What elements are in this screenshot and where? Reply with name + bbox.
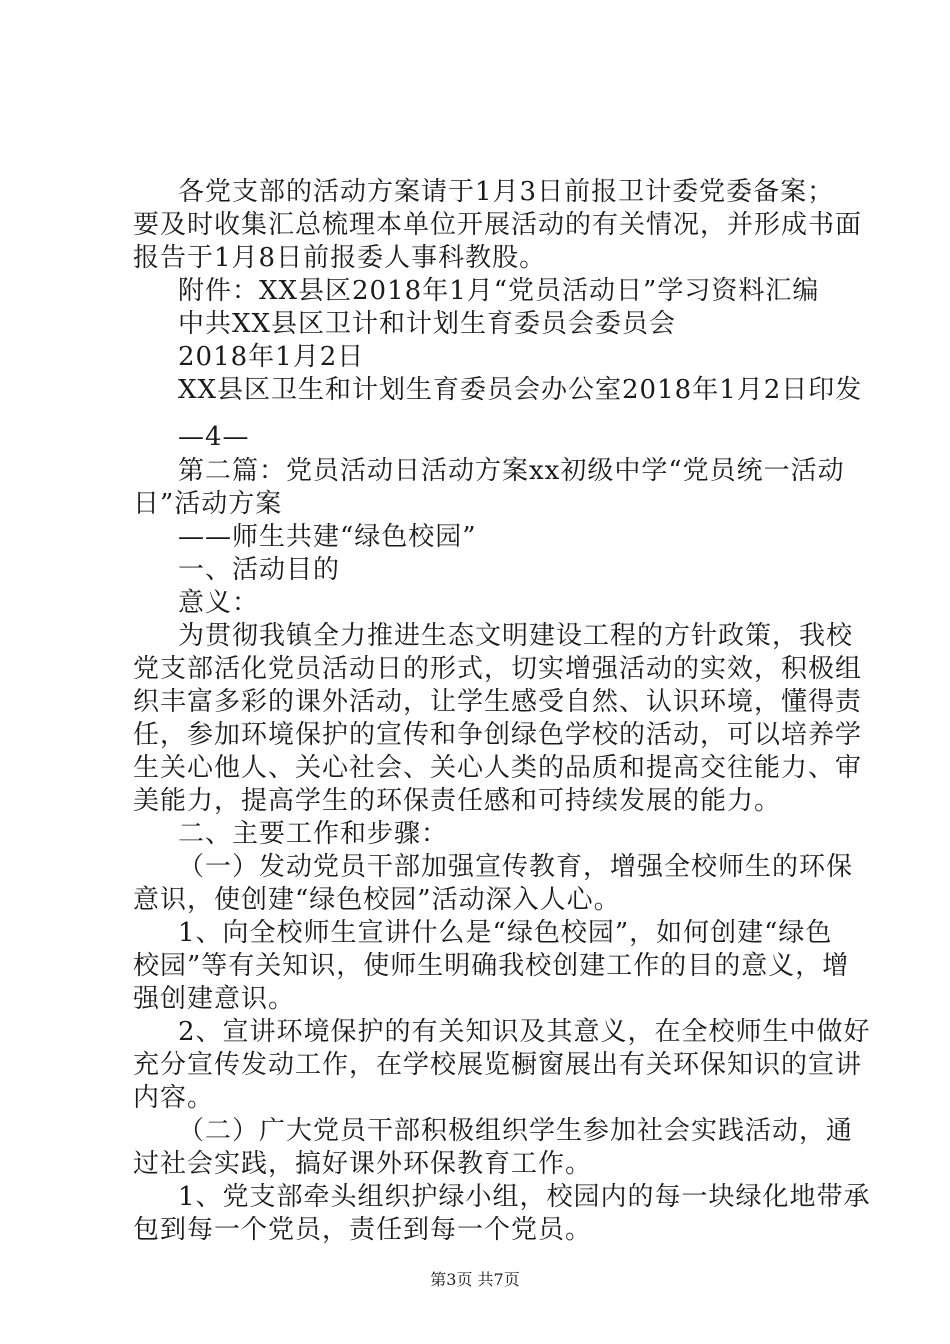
section-title-line: 第二篇：党员活动日活动方案xx初级中学“党员统一活动 (178, 456, 845, 486)
paragraph-line: 为贯彻我镇全力推进生态文明建设工程的方针政策，我校 (178, 621, 854, 651)
paragraph-line: 过社会实践，搞好课外环保教育工作。 (133, 1149, 593, 1179)
paragraph-line: 内容。 (133, 1083, 215, 1113)
paragraph-line: 充分宣传发动工作，在学校展览橱窗展出有关环保知识的宣讲 (133, 1050, 863, 1080)
paragraph-line: 意识，使创建“绿色校园”活动深入人心。 (133, 885, 621, 915)
attachment-line: 附件：XX县区2018年1月“党员活动日”学习资料汇编 (178, 276, 820, 306)
heading-line: 一、活动目的 (178, 555, 341, 585)
paragraph-line: （二）广大党员干部积极组织学生参加社会实践活动，通 (178, 1116, 854, 1146)
paragraph-line: （一）发动党员干部加强宣传教育，增强全校师生的环保 (178, 852, 854, 882)
paragraph-line: 校园”等有关知识，使师生明确我校创建工作的目的意义，增 (133, 951, 850, 981)
paragraph-line: 强创建意识。 (133, 984, 296, 1014)
paragraph-line: 报告于1月8日前报委人事科教股。 (133, 243, 547, 273)
date-line: 2018年1月2日 (178, 342, 365, 372)
paragraph-line: 生关心他人、关心社会、关心人类的品质和提高交往能力、审 (133, 753, 863, 783)
section-title-line: 日”活动方案 (133, 489, 283, 519)
paragraph-line: 美能力，提高学生的环保责任感和可持续发展的能力。 (133, 786, 782, 816)
heading-line: 意义： (178, 588, 260, 618)
paragraph-line: 党支部活化党员活动日的形式，切实增强活动的实效，积极组 (133, 654, 863, 684)
paragraph-line: 要及时收集汇总梳理本单位开展活动的有关情况，并形成书面 (133, 210, 863, 240)
paragraph-line: 各党支部的活动方案请于1月3日前报卫计委党委备案； (178, 177, 835, 207)
inner-page-number: —4— (178, 422, 250, 452)
paragraph-line: 1、向全校师生宣讲什么是“绿色校园”，如何创建“绿色 (178, 918, 833, 948)
paragraph-line: 1、党支部牵头组织护绿小组，校园内的每一块绿化地带承 (178, 1182, 871, 1212)
print-issue-line: XX县区卫生和计划生育委员会办公室2018年1月2日印发 (178, 375, 863, 405)
paragraph-line: 任，参加环境保护的宣传和争创绿色学校的活动，可以培养学 (133, 720, 863, 750)
paragraph-line: 2、宣讲环境保护的有关知识及其意义，在全校师生中做好 (178, 1017, 871, 1047)
heading-line: 二、主要工作和步骤： (178, 819, 449, 849)
page-footer: 第3页 共7页 (430, 1270, 520, 1289)
issuer-line: 中共XX县区卫计和计划生育委员会委员会 (178, 309, 677, 339)
subtitle-line: ——师生共建“绿色校园” (178, 522, 477, 552)
paragraph-line: 包到每一个党员，责任到每一个党员。 (133, 1215, 593, 1245)
paragraph-line: 织丰富多彩的课外活动，让学生感受自然、认识环境，懂得责 (133, 687, 863, 717)
